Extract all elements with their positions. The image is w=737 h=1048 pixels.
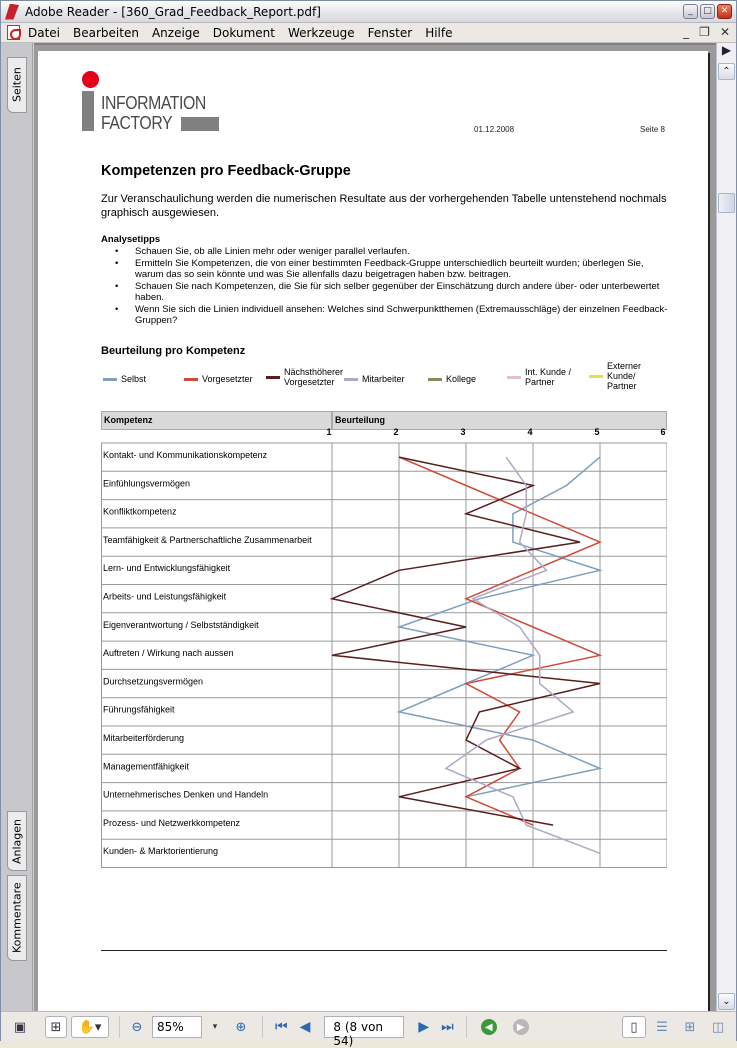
legend-swatch [344, 378, 358, 381]
title-bar [1, 1, 736, 23]
legend-item-selbst: Selbst [103, 374, 146, 384]
competence-label: Eigenverantwortung / Selbstständigkeit [103, 619, 259, 630]
toolbar-separator [466, 1016, 467, 1038]
tab-kommentare[interactable]: Kommentare [7, 875, 27, 961]
doc-close-button[interactable]: ✕ [719, 25, 730, 39]
menu-bearbeiten[interactable]: Bearbeiten [73, 25, 139, 40]
competence-label: Konfliktkompetenz [103, 506, 177, 517]
close-button[interactable]: ✕ [717, 4, 732, 19]
continuous-view-icon[interactable]: ☰ [656, 1019, 668, 1035]
toolbar-separator [262, 1016, 263, 1038]
competence-label: Arbeits- und Leistungsfähigkeit [103, 591, 227, 602]
competence-label: Auftreten / Wirkung nach aussen [103, 648, 234, 659]
facing-view-icon[interactable]: ⊞ [684, 1019, 696, 1035]
series-line [399, 457, 600, 797]
continuous-facing-view-icon[interactable]: ◫ [711, 1019, 725, 1035]
zoom-in-icon[interactable]: ⊕ [235, 1019, 247, 1035]
tip-item: • Ermitteln Sie Kompetenzen, die von einer bestimmten Feedback-Gruppe unterschiedlich beurteilt wurden; überlegen Sie, warum das so sein könnte und was Sie allenfalls dazu beigetragen haben bzw. beitragen. [101, 258, 671, 281]
intro-paragraph: Zur Veranschaulichung werden die numerischen Resultate aus der vorhergehenden Tabelle untenstehend nochmals graphisch ausgewiesen. [101, 193, 667, 219]
tab-seiten[interactable]: Seiten [7, 57, 27, 113]
menu-werkzeuge[interactable]: Werkzeuge [287, 25, 355, 40]
zoom-out-icon[interactable]: ⊖ [131, 1019, 143, 1035]
series-line [446, 457, 600, 853]
legend-swatch [589, 375, 603, 378]
menu-bar [1, 23, 736, 43]
next-page-icon[interactable]: ▶ [418, 1019, 430, 1035]
legend-item-vorgesetzter: Vorgesetzter [184, 374, 253, 384]
tip-item: • Schauen Sie, ob alle Linien mehr oder weniger parallel verlaufen. [101, 246, 671, 258]
competence-label: Kunden- & Marktorientierung [103, 846, 219, 857]
page-insert-icon[interactable]: ⊞ [45, 1016, 67, 1038]
competence-label: Einfühlungsvermögen [103, 478, 191, 489]
x-tick-label: 1 [326, 427, 332, 437]
bottom-toolbar [1, 1011, 736, 1048]
competence-label: Prozess- und Netzwerkkompetenz [103, 817, 241, 828]
header-date: 01.12.2008 [474, 125, 515, 134]
logo-bar [82, 91, 94, 131]
line-chart [101, 411, 667, 891]
legend-swatch [266, 376, 280, 379]
scroll-up-button[interactable]: ⌃ [718, 63, 735, 80]
page-title: Kompetenzen pro Feedback-Gruppe [101, 163, 351, 179]
footer-rule [101, 950, 667, 951]
minimize-button[interactable]: _ [683, 4, 698, 19]
legend-swatch [184, 378, 198, 381]
toolbar-separator [119, 1016, 120, 1038]
tip-item: • Schauen Sie nach Kompetenzen, die Sie für sich selber gegenüber der Einschätzung durch andere über- oder unterbewertet haben. [101, 281, 671, 304]
competence-label: Managementfähigkeit [103, 761, 190, 772]
chart-legend [101, 363, 681, 399]
navigation-panel-tabs [1, 43, 33, 1011]
x-tick-label: 6 [660, 427, 666, 437]
expand-panel-arrow-icon[interactable]: ▶ [721, 43, 732, 57]
go-back-icon[interactable]: ◀ [481, 1019, 497, 1035]
window-title: Adobe Reader - [360_Grad_Feedback_Report.pdf] [25, 4, 321, 19]
pdf-document-icon [7, 25, 20, 40]
x-tick-label: 3 [460, 427, 466, 437]
vertical-scrollbar[interactable] [716, 43, 736, 1011]
competence-label: Teamfähigkeit & Partnerschaftliche Zusammenarbeit [103, 534, 312, 545]
doc-restore-button[interactable]: ❐ [699, 25, 710, 39]
competence-label: Lern- und Entwicklungsfähigkeit [103, 563, 231, 574]
menu-anzeige[interactable]: Anzeige [151, 25, 200, 40]
zoom-input[interactable]: 85% [152, 1016, 202, 1038]
document-viewer[interactable] [34, 43, 717, 1011]
chart-section-title: Beurteilung pro Kompetenz [101, 345, 246, 357]
tab-anlagen[interactable]: Anlagen [7, 811, 27, 871]
single-page-view-icon[interactable]: ▯ [622, 1016, 646, 1038]
scroll-down-button[interactable]: ⌄ [718, 993, 735, 1010]
adobe-reader-icon [5, 4, 19, 20]
competence-label: Kontakt- und Kommunikationskompetenz [103, 450, 268, 460]
competence-chart [101, 411, 667, 891]
doc-minimize-button[interactable]: _ [683, 25, 690, 39]
first-page-icon[interactable]: ⏮ [275, 1019, 288, 1035]
x-tick-label: 5 [594, 427, 600, 437]
competence-label: Durchsetzungsvermögen [103, 676, 204, 687]
maximize-button[interactable]: □ [700, 4, 715, 19]
show-navigation-icon[interactable]: ▣ [13, 1019, 27, 1035]
legend-swatch [428, 378, 442, 381]
legend-item-mitarbeiter: Mitarbeiter [344, 374, 405, 384]
menu-dokument[interactable]: Dokument [212, 25, 275, 40]
legend-swatch [103, 378, 117, 381]
menu-hilfe[interactable]: Hilfe [425, 25, 453, 40]
legend-item-kollege: Kollege [428, 374, 476, 384]
menu-fenster[interactable]: Fenster [367, 25, 413, 40]
zoom-dropdown-icon[interactable]: ▾ [212, 1022, 218, 1032]
legend-swatch [507, 376, 521, 379]
company-logo: INFORMATION FACTORY [101, 93, 206, 133]
go-forward-icon[interactable]: ▶ [513, 1019, 529, 1035]
tips-heading: Analysetipps [101, 234, 161, 245]
competence-label: Mitarbeiterförderung [103, 733, 185, 743]
legend-item-int-kunde: Int. Kunde / Partner [507, 367, 579, 387]
logo-red-dot [82, 71, 99, 88]
legend-item-ext-kunde: Externer Kunde/ Partner [589, 361, 641, 391]
scrollbar-thumb[interactable] [718, 193, 735, 213]
previous-page-icon[interactable]: ◀ [299, 1019, 311, 1035]
legend-item-naechsthoeherer: Nächsthöherer Vorgesetzter [266, 367, 348, 387]
tips-list [101, 246, 671, 327]
hand-tool-icon[interactable]: ✋▾ [71, 1016, 109, 1038]
pdf-page [38, 51, 708, 1011]
tip-item: • Wenn Sie sich die Linien individuell ansehen: Welches sind Schwerpunktthemen (Extremausschläge) der einzelnen Feedback-Gruppen? [101, 304, 671, 327]
header-page-number: Seite 8 [640, 125, 665, 134]
competence-label: Führungsfähigkeit [103, 704, 175, 715]
column-header-beurteilung: Beurteilung [332, 411, 667, 430]
x-tick-label: 4 [527, 427, 533, 437]
menu-datei[interactable]: Datei [28, 25, 61, 40]
column-header-kompetenz: Kompetenz [101, 411, 332, 430]
competence-label: Unternehmerisches Denken und Handeln [103, 789, 269, 800]
last-page-icon[interactable]: ⏭ [441, 1019, 454, 1035]
x-tick-label: 2 [393, 427, 399, 437]
page-number-input[interactable]: 8 (8 von 54) [324, 1016, 404, 1038]
logo-block [181, 117, 219, 131]
